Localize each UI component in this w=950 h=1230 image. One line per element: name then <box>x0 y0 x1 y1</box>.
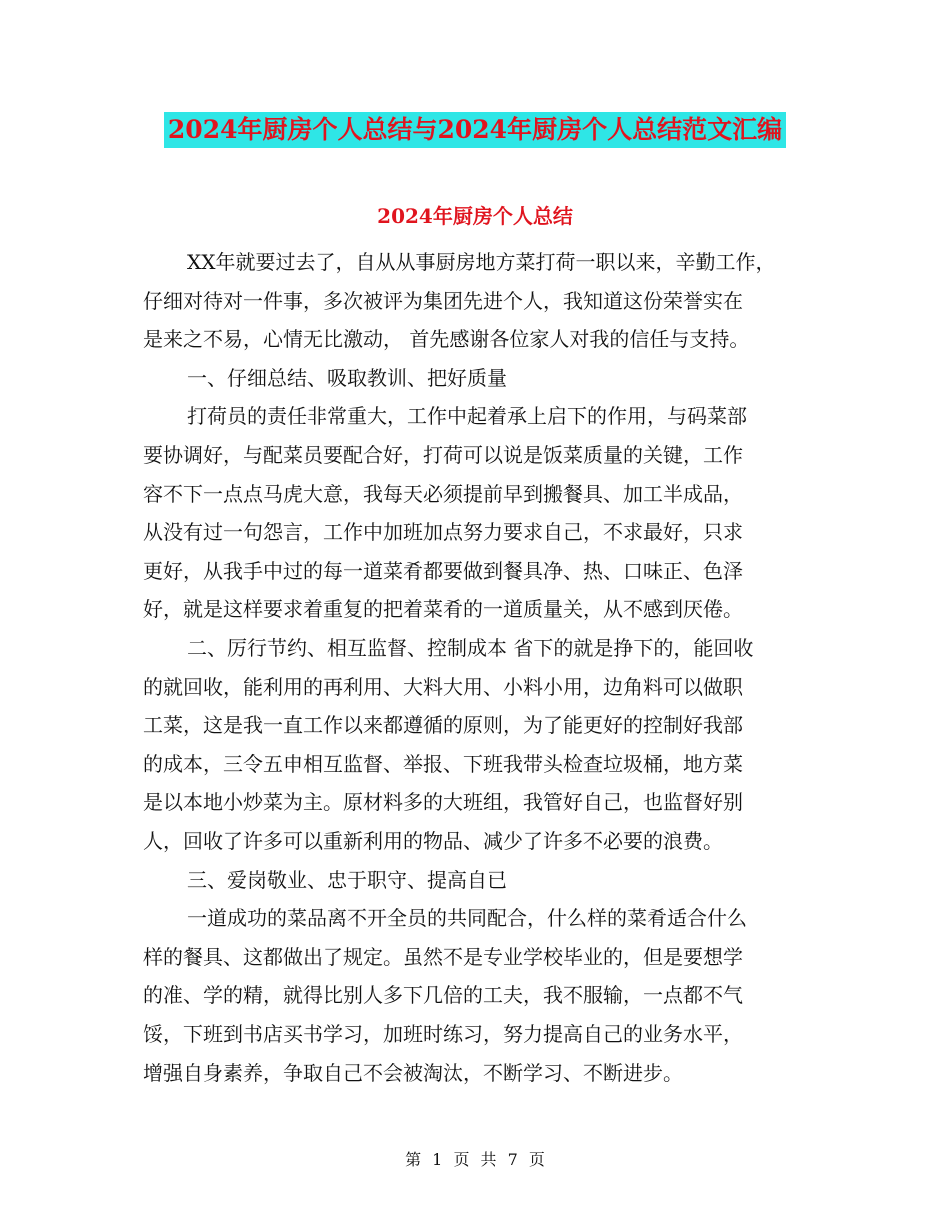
section-heading: 三、爱岗敬业、忠于职守、提高自已 <box>187 867 507 892</box>
paragraph-line: 仔细对待对一件事，多次被评为集团先进个人，我知道这份荣誉实在 <box>143 288 743 313</box>
paragraph-line: 是来之不易，心情无比激动， 首先感谢各位家人对我的信任与支持。 <box>143 327 750 352</box>
section-title: 2024年厨房个人总结 <box>377 204 573 228</box>
page-footer: 第 1 页 共 7 页 <box>405 1150 545 1169</box>
paragraph-line: 是以本地小炒菜为主。原材料多的大班组，我管好自己，也监督好别 <box>143 790 743 815</box>
paragraph-line: 打荷员的责任非常重大，工作中起着承上启下的作用，与码菜部 <box>187 404 747 429</box>
paragraph-line: 馁，下班到书店买书学习，加班时练习，努力提高自己的业务水平， <box>143 1022 743 1046</box>
section-heading: 一、仔细总结、吸取教训、把好质量 <box>187 365 507 390</box>
paragraph-line: 的成本，三令五申相互监督、举报、下班我带头检查垃圾桶，地方菜 <box>143 751 743 776</box>
paragraph-line: 的准、学的精，就得比别人多下几倍的工夫，我不服输，一点都不气 <box>143 983 743 1008</box>
paragraph-line: 增强自身素养，争取自己不会被淘汰，不断学习、不断进步。 <box>143 1060 683 1085</box>
paragraph-line: 更好，从我手中过的每一道菜肴都要做到餐具净、热、口味正、色泽 <box>143 558 743 583</box>
paragraph-line: 好，就是这样要求着重复的把着菜肴的一道质量关，从不感到厌倦。 <box>143 597 743 622</box>
paragraph-line: XX年就要过去了，自从从事厨房地方菜打荷一职以来，辛勤工作， <box>187 250 776 274</box>
paragraph-line: 人，回收了许多可以重新利用的物品、减少了许多不必要的浪费。 <box>143 829 723 853</box>
document-title-container <box>0 112 950 148</box>
paragraph-line: 要协调好，与配菜员要配合好，打荷可以说是饭菜质量的关键，工作 <box>143 443 743 467</box>
document-title: 2024年厨房个人总结与2024年厨房个人总结范文汇编 <box>164 112 786 148</box>
paragraph-line: 容不下一点点马虎大意，我每天必须提前早到搬餐具、加工半成品， <box>143 481 743 506</box>
paragraph-line: 工菜，这是我一直工作以来都遵循的原则，为了能更好的控制好我部 <box>143 713 743 738</box>
paragraph-line: 样的餐具、这都做出了规定。虽然不是专业学校毕业的，但是要想学 <box>143 944 743 969</box>
paragraph-line: 一道成功的菜品离不开全员的共同配合，什么样的菜肴适合什么 <box>187 906 747 931</box>
paragraph-line: 的就回收，能利用的再利用、大料大用、小料小用，边角料可以做职 <box>143 674 743 699</box>
paragraph-line: 从没有过一句怨言，工作中加班加点努力要求自己，不求最好，只求 <box>143 520 743 545</box>
paragraph-line: 二、厉行节约、相互监督、控制成本 省下的就是挣下的，能回收 <box>187 636 754 660</box>
